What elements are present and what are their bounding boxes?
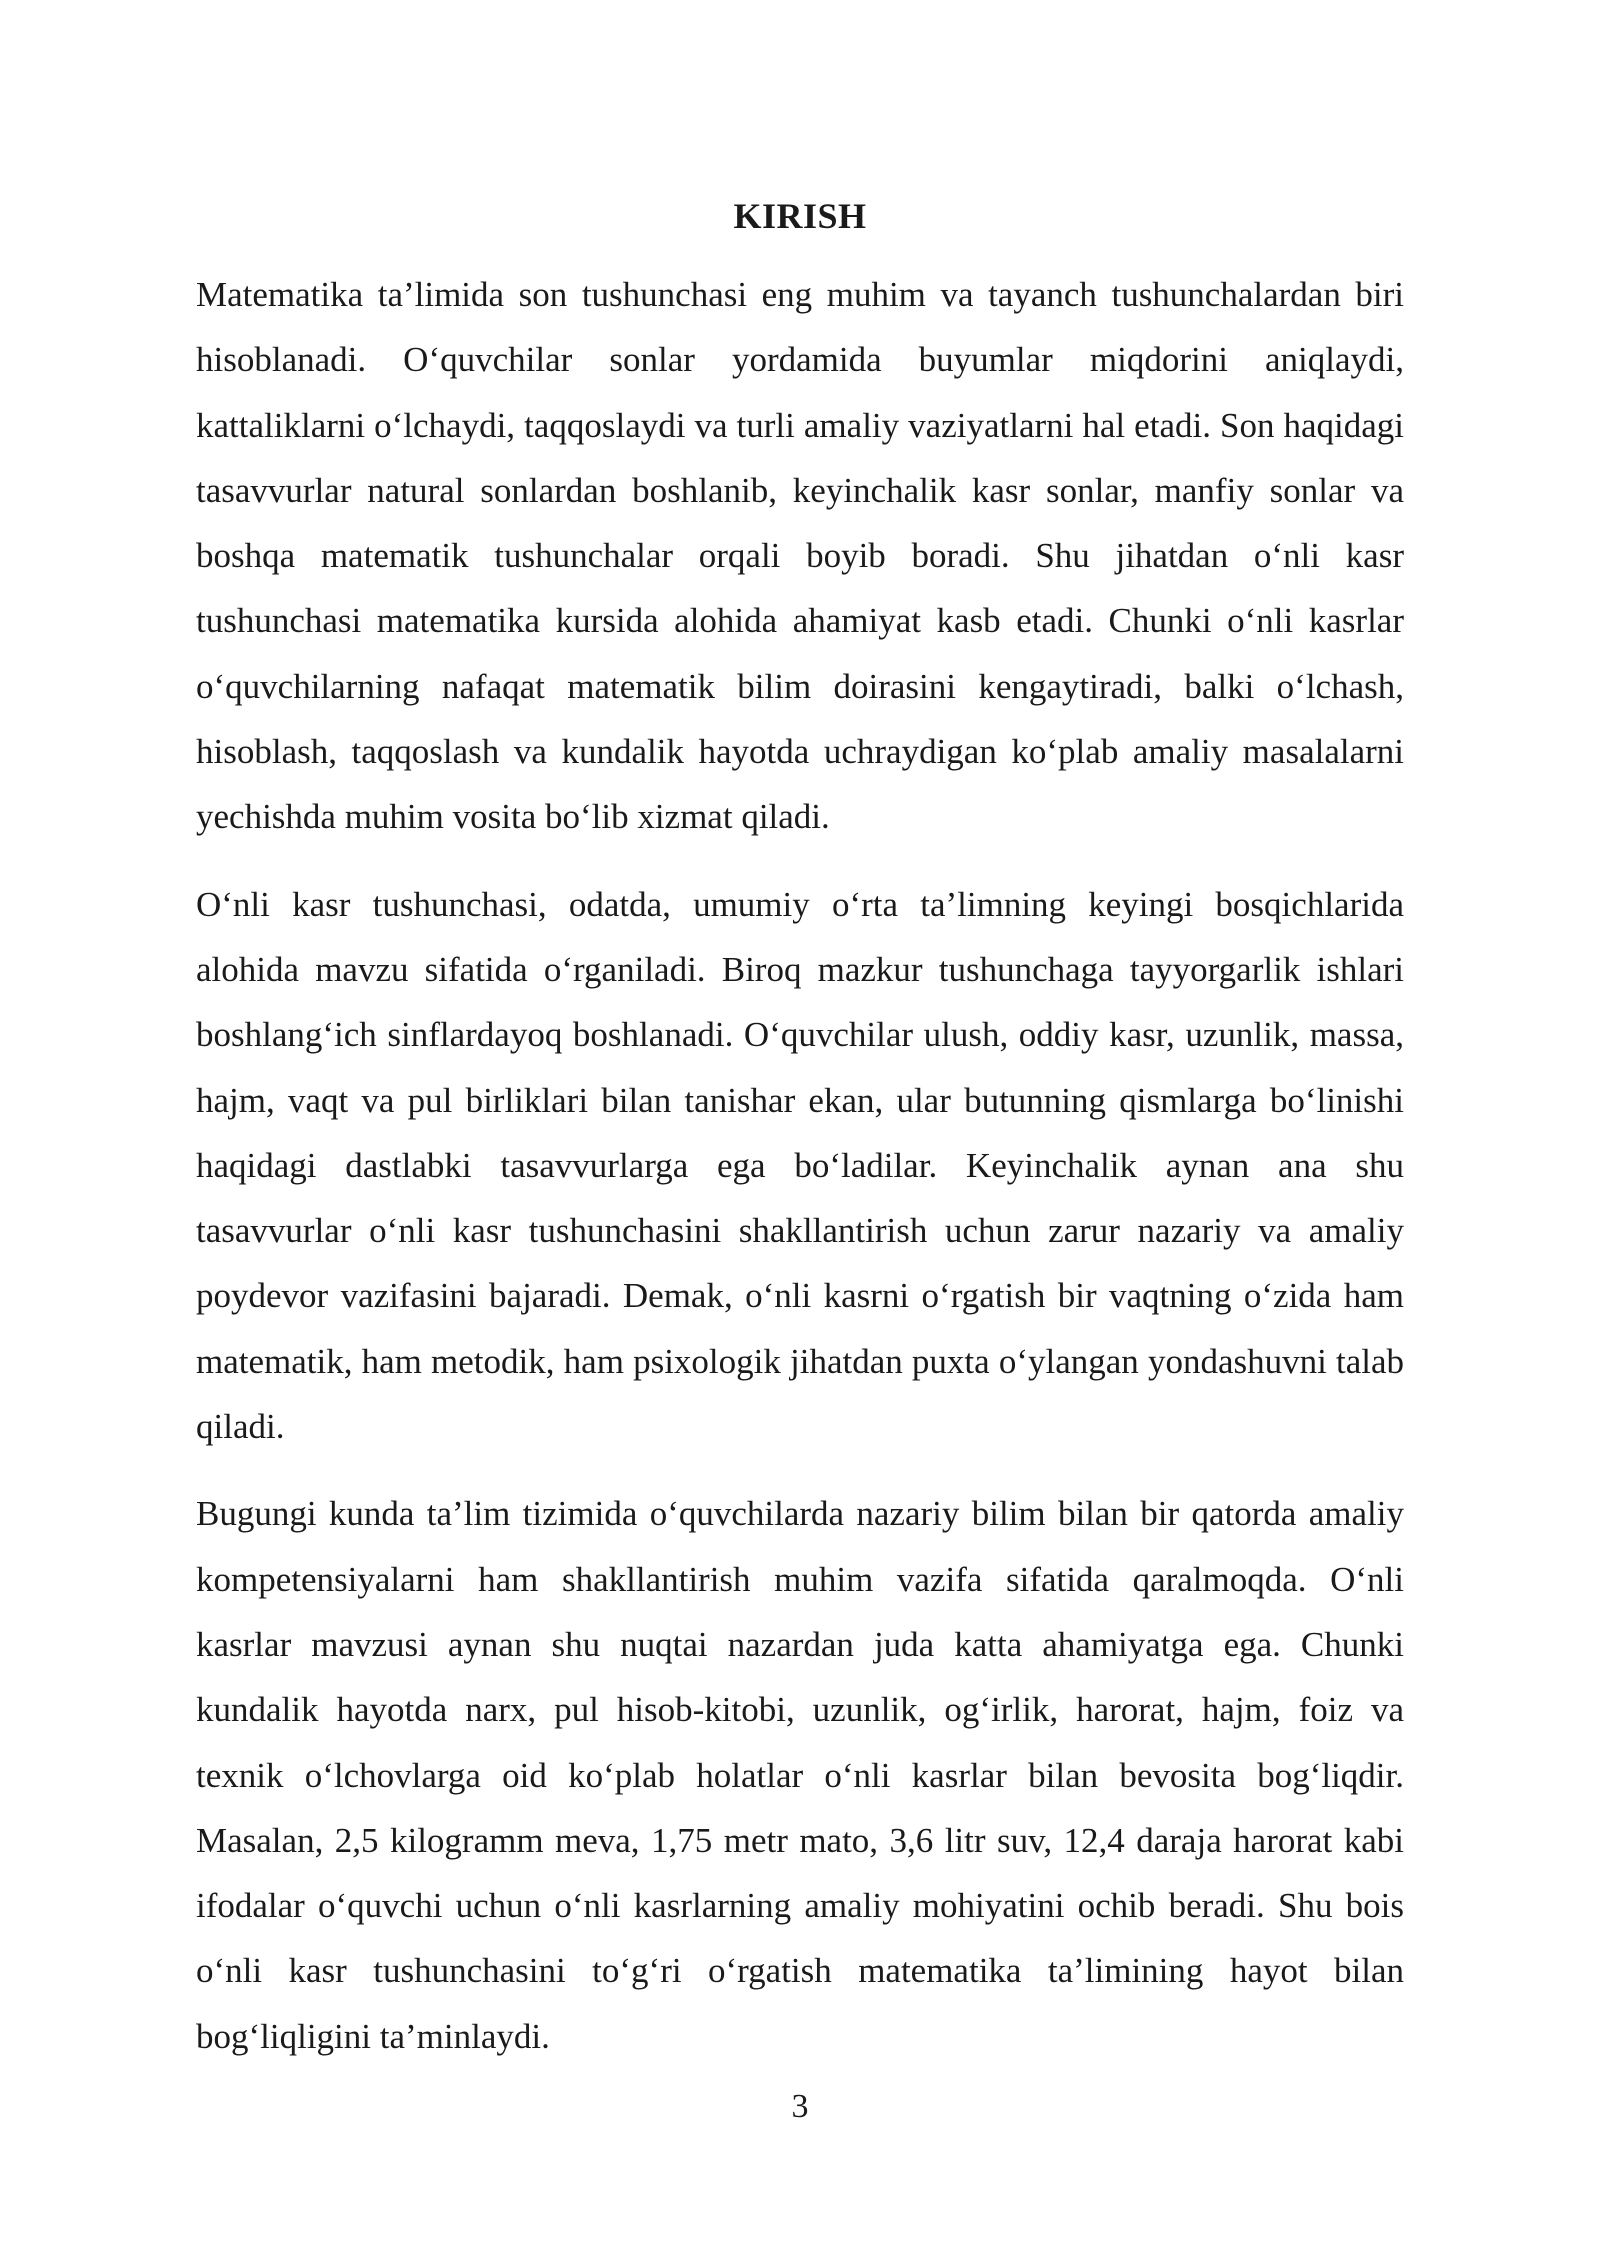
paragraph-2: O‘nli kasr tushunchasi, odatda, umumiy o‘rta ta’limning keyingi bosqichlarida alohida mavzu sifatida o‘rganiladi. Biroq mazkur tushunchaga tayyorgarlik ishlari boshlang‘ich sinflardayoq boshlanadi. O‘quvchilar ulush, oddiy kasr, uzunlik, massa, hajm, vaqt va pul birliklari bilan tanishar ekan, ular butunning qismlarga bo‘linishi haqidagi dastlabki tasavvurlarga ega bo‘ladilar. Keyinchalik aynan ana shu tasavvurlar o‘nli kasr tushunchasini shakllantirish uchun zarur nazariy va amaliy poydevor vazifasini bajaradi. Demak, o‘nli kasrni o‘rgatish bir vaqtning o‘zida ham matematik, ham metodik, ham psixologik jihatdan puxta o‘ylangan yondashuvni talab qiladi. [196,884,1404,1447]
paragraph-3: Bugungi kunda ta’lim tizimida o‘quvchilarda nazariy bilim bilan bir qatorda amaliy kompetensiyalarni ham shakllantirish muhim vazifa sifatida qaralmoqda. O‘nli kasrlar mavzusi aynan shu nuqtai nazardan juda katta ahamiyatga ega. Chunki kundalik hayotda narx, pul hisob-kitobi, uzunlik, og‘irlik, harorat, hajm, foiz va texnik o‘lchovlarga oid ko‘plab holatlar o‘nli kasrlar bilan bevosita bog‘liqdir. Masalan, 2,5 kilogramm meva, 1,75 metr mato, 3,6 litr suv, 12,4 daraja harorat kabi ifodalar o‘quvchi uchun o‘nli kasrlarning amaliy mohiyatini ochib beradi. Shu bois o‘nli kasr tushunchasini to‘g‘ri o‘rgatish matematika ta’limining hayot bilan bog‘liqligini ta’minlaydi. [196,1494,1404,2056]
body-text [196,262,1404,2091]
paragraph-1: Matematika ta’limida son tushunchasi eng muhim va tayanch tushunchalardan biri hisoblanadi. O‘quvchilar sonlar yordamida buyumlar miqdorini aniqlaydi, kattaliklarni o‘lchaydi, taqqoslaydi va turli amaliy vaziyatlarni hal etadi. Son haqidagi tasavvurlar natural sonlardan boshlanib, keyinchalik kasr sonlar, manfiy sonlar va boshqa matematik tushunchalar orqali boyib boradi. Shu jihatdan o‘nli kasr tushunchasi matematika kursida alohida ahamiyat kasb etadi. Chunki o‘nli kasrlar o‘quvchilarning nafaqat matematik bilim doirasini kengaytiradi, balki o‘lchash, hisoblash, taqqoslash va kundalik hayotda uchraydigan ko‘plab amaliy masalalarni yechishda muhim vosita bo‘lib xizmat qiladi. [196,275,1404,837]
page-number: 3 [791,2088,809,2125]
section-heading: KIRISH [733,196,867,236]
